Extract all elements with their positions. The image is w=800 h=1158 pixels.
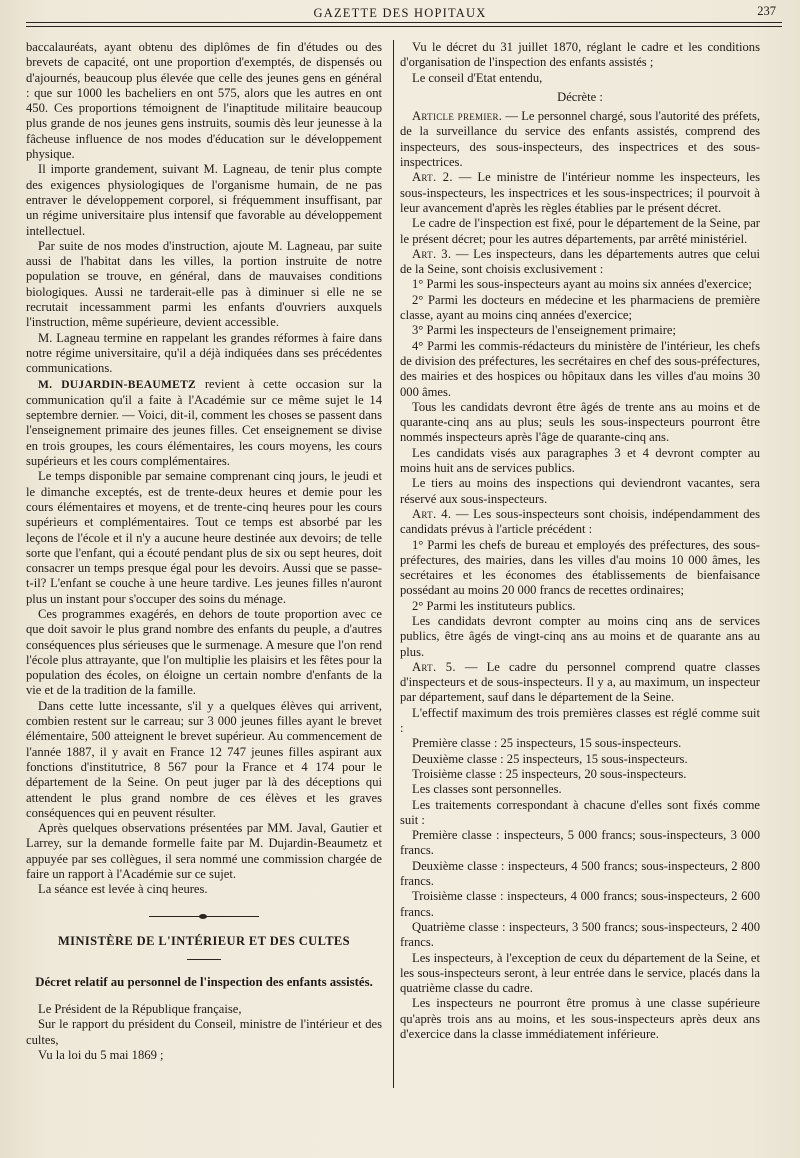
- page-header: [18, 2, 782, 24]
- list-item: Deuxième classe : 25 inspecteurs, 15 sous-inspecteurs.: [412, 751, 688, 766]
- paragraph: Le temps disponible par semaine comprenant cinq jours, le jeudi et le dimanche exceptés, est de trente-deux heures et demie pour les cours élémentaires et moyens, et de trente-cinq heures pour les cours supérieurs et complémentaires. Tout ce temps est absorbé par les leçons de l'école et il n'y a aucune heure destinée aux devoirs; de telle sorte que l'enfant, qui a écouté pendant plus de six ou sept heures, doit consacrer un temps presque égal pour les devoirs. Aussi que se passe-t-il? L'enfant se couche à une heure tardive. Les jeunes filles n'auront plus un instant pour s'occuper des soins du ménage.: [26, 469, 382, 606]
- left-column: [26, 40, 382, 1063]
- page-number: 237: [757, 4, 776, 18]
- list-item: Première classe : 25 inspecteurs, 15 sous-inspecteurs.: [412, 736, 682, 751]
- article-text: — Le cadre du personnel comprend quatre classes d'inspecteurs et de sous-inspecteurs. Il y a, au maximum, un inspecteur par département, sauf dans le département de la Seine.: [400, 659, 761, 705]
- paragraph: Tous les candidats devront être âgés de trente ans au moins et de quarante-cinq ans au plus; seuls les sous-inspecteurs pourront être nommés inspecteurs après l'âge de quarante-cinq ans.: [400, 399, 760, 445]
- paragraph: Les classes sont personnelles.: [412, 782, 562, 797]
- article-label: Art. 2.: [412, 170, 453, 185]
- list-item: 3° Parmi les inspecteurs de l'enseignement primaire;: [412, 323, 677, 338]
- paragraph: Dans cette lutte incessante, s'il y a quelques élèves qui arrivent, combien restent sur le carreau; sur 3 000 jeunes filles ayant le brevet élémentaire, 500 atteignent le brevet supérieur. Au commencement de l'année 1887, il y avait en France 12 747 jeunes filles aspirant aux fonctions d'institutrice, 8 567 pour la France et 4 174 pour le département de la Seine. On peut juger par là des déceptions qui attendent le plus grand nombre de ces élèves et les graves conséquences qui en peuvent résulter.: [26, 698, 382, 820]
- article-label: Art. 3.: [412, 246, 452, 261]
- journal-title: GAZETTE DES HOPITAUX: [313, 6, 487, 20]
- article-text: — Le personnel chargé, sous l'autorité des préfets, de la surveillance du service des enfants assistés, comprend des inspecteurs, des sous-inspecteurs, des inspectrices et des sous-inspectrices.: [400, 109, 760, 170]
- article-text: — Les sous-inspecteurs sont choisis, indépendamment des candidats prévus à l'article précédent :: [400, 506, 760, 537]
- paragraph: Ces programmes exagérés, en dehors de toute proportion avec ce que doit savoir le plus grand nombre des enfants du peuple, a d'autres conséquences plus sérieuses que le surmenage. A mesure que l'on rend l'école plus attrayante, que l'on multiplie les plaisirs et les fêtes pour la population des écoles, on éloigne un certain nombre d'enfants de la vie et de la tradition de la famille.: [26, 606, 382, 698]
- paragraph: Les inspecteurs, à l'exception de ceux du département de la Seine, et les sous-inspecteurs seront, à leur entrée dans le service, placés dans la quatrième classe du cadre.: [400, 950, 760, 996]
- header-rule: [26, 22, 782, 23]
- paragraph: baccalauréats, ayant obtenu des diplômes de fin d'études ou des brevets de capacité, ont une proportion d'exemptés, de dispensés ou d'ajournés, beaucoup plus élevée que celle des jeunes gens en général : que sur 1000 les bacheliers en ont 575, alors que les autres en ont 450. Ces proportions témoignent de l'inaptitude militaire beaucoup plus grande de nos jeunes gens instruits, soumis dès leur jeunesse à la fâcheuse influence de nos modes d'éducation sur le développement physique.: [26, 40, 382, 162]
- list-item: Deuxième classe : inspecteurs, 4 500 francs; sous-inspecteurs, 2 800 francs.: [400, 858, 760, 889]
- speaker-name: M. DUJARDIN-BEAUMETZ: [38, 378, 197, 391]
- header-rule-double: [26, 26, 782, 27]
- paragraph: Le conseil d'Etat entendu,: [412, 70, 543, 85]
- article: [400, 109, 760, 170]
- separator-ornament: [149, 914, 259, 920]
- paragraph: Le Président de la République française,: [38, 1001, 242, 1016]
- paragraph: Les candidats devront compter au moins cinq ans de services publics, être âgés de vingt-cinq ans au moins et de quarante ans au plus.: [400, 613, 760, 659]
- paragraph: Les inspecteurs ne pourront être promus à une classe supérieure qu'après trois ans au moins, et les sous-inspecteurs après deux ans d'exercice dans la classe immédiatement inférieure.: [400, 996, 760, 1041]
- paragraph: [26, 377, 382, 470]
- column-divider: [393, 40, 394, 1088]
- list-item: 1° Parmi les sous-inspecteurs ayant au moins six années d'exercice;: [412, 277, 752, 292]
- paragraph: Il importe grandement, suivant M. Lagneau, de tenir plus compte des exigences physiologiques de l'organisme humain, de ne pas entraver le développement corporel, si fréquemment insuffisant, par un régime universitaire plus intensif que favorable au développement intellectuel.: [26, 162, 382, 238]
- section-title: MINISTÈRE DE L'INTÉRIEUR ET DES CULTES: [57, 933, 351, 948]
- paragraph: Sur le rapport du président du Conseil, ministre de l'intérieur et des cultes,: [26, 1017, 382, 1047]
- article-label: Article premier.: [412, 109, 503, 124]
- right-column: [400, 40, 760, 1042]
- list-item: 2° Parmi les docteurs en médecine et les pharmaciens de première classe, ayant au moins cinq années d'exercice;: [400, 292, 760, 323]
- paragraph-text: revient à cette occasion sur la communication qu'il a faite à l'Académie sur ce même sujet le 14 septembre dernier. — Voici, dit-il, comment les choses se passent dans l'enseignement primaire des jeunes filles. Cet enseignement se divise en trois groupes, les cours élémentaires, les cours moyens, les cours supérieurs et les cours complémentaires.: [26, 376, 382, 469]
- decree-title: Décret relatif au personnel de l'inspection des enfants assistés.: [35, 974, 373, 989]
- paragraph: Vu le décret du 31 juillet 1870, réglant le cadre et les conditions d'organisation de l'inspection des enfants assistés ;: [400, 40, 760, 70]
- article-text: — Le ministre de l'intérieur nomme les inspecteurs, les sous-inspecteurs, les inspectrices et les sous-inspectrices; il pourvoit à leur avancement d'après les règles établies par le présent décret.: [400, 170, 760, 215]
- paragraph: La séance est levée à cinq heures.: [38, 882, 208, 897]
- paragraph: Le tiers au moins des inspections qui deviendront vacantes, sera réservé aux sous-inspecteurs.: [400, 476, 760, 506]
- list-item: Quatrième classe : inspecteurs, 3 500 francs; sous-inspecteurs, 2 400 francs.: [400, 919, 760, 950]
- article-label: Art. 5.: [412, 659, 456, 674]
- paragraph: Après quelques observations présentées par MM. Javal, Gautier et Larrey, sur la demande formelle faite par M. Dujardin-Beaumetz et appuyée par ses collègues, il sera nommé une commission chargée de faire un rapport à l'Académie sur ce sujet.: [26, 821, 382, 882]
- paragraph: Par suite de nos modes d'instruction, ajoute M. Lagneau, par suite aussi de l'habitat dans les villes, la portion instruite de notre population se trouve, en général, dans de mauvaises conditions biologiques. Aussi ne tarderait-elle pas à diminuer si elle ne se recrutait incessamment parmi les enfants d'ouvriers auxquels l'instruction, même supérieure, devient accessible.: [26, 238, 382, 330]
- paragraph: Le cadre de l'inspection est fixé, pour le département de la Seine, par le présent décret; pour les autres départements, par arrêté ministériel.: [400, 216, 760, 246]
- article-label: Art. 4.: [412, 506, 452, 521]
- paragraph: Les candidats visés aux paragraphes 3 et 4 devront compter au moins huit ans de services publics.: [400, 445, 760, 476]
- list-item: Première classe : inspecteurs, 5 000 francs; sous-inspecteurs, 3 000 francs.: [400, 828, 760, 858]
- list-item: 1° Parmi les chefs de bureau et employés des préfectures, des sous-préfectures, des mairies, dans les villes d'au moins 10 000 âmes, les secrétaires et les économes des établissements de bienfaisance possédant au moins 20 000 francs de recettes ordinaires;: [400, 537, 760, 598]
- paragraph: Les traitements correspondant à chacune d'elles sont fixés comme suit :: [400, 797, 760, 827]
- list-item: 2° Parmi les instituteurs publics.: [412, 598, 576, 613]
- paragraph: L'effectif maximum des trois premières classes est réglé comme suit :: [400, 705, 760, 736]
- paragraph: M. Lagneau termine en rappelant les grandes réformes à faire dans notre régime universitaire, qu'il a déjà indiquées dans ses précédentes communications.: [26, 330, 382, 376]
- list-item: Troisième classe : 25 inspecteurs, 20 sous-inspecteurs.: [412, 766, 687, 781]
- article: [400, 170, 760, 216]
- article: [400, 660, 760, 706]
- article: [400, 247, 760, 278]
- decree-heading: Décrète :: [557, 89, 603, 104]
- article-text: — Les inspecteurs, dans les départements autres que celui de la Seine, sont choisis exclusivement :: [400, 246, 760, 277]
- short-rule: [187, 959, 221, 960]
- paragraph: Vu la loi du 5 mai 1869 ;: [38, 1047, 164, 1062]
- article: [400, 507, 760, 538]
- list-item: Troisième classe : inspecteurs, 4 000 francs; sous-inspecteurs, 2 600 francs.: [400, 889, 760, 919]
- list-item: 4° Parmi les commis-rédacteurs du ministère de l'intérieur, les chefs de division des préfectures, les secrétaires en chef des sous-préfectures, des mairies et des hospices ou hôpitaux dans les villes d'au moins 30 000 âmes.: [400, 338, 760, 399]
